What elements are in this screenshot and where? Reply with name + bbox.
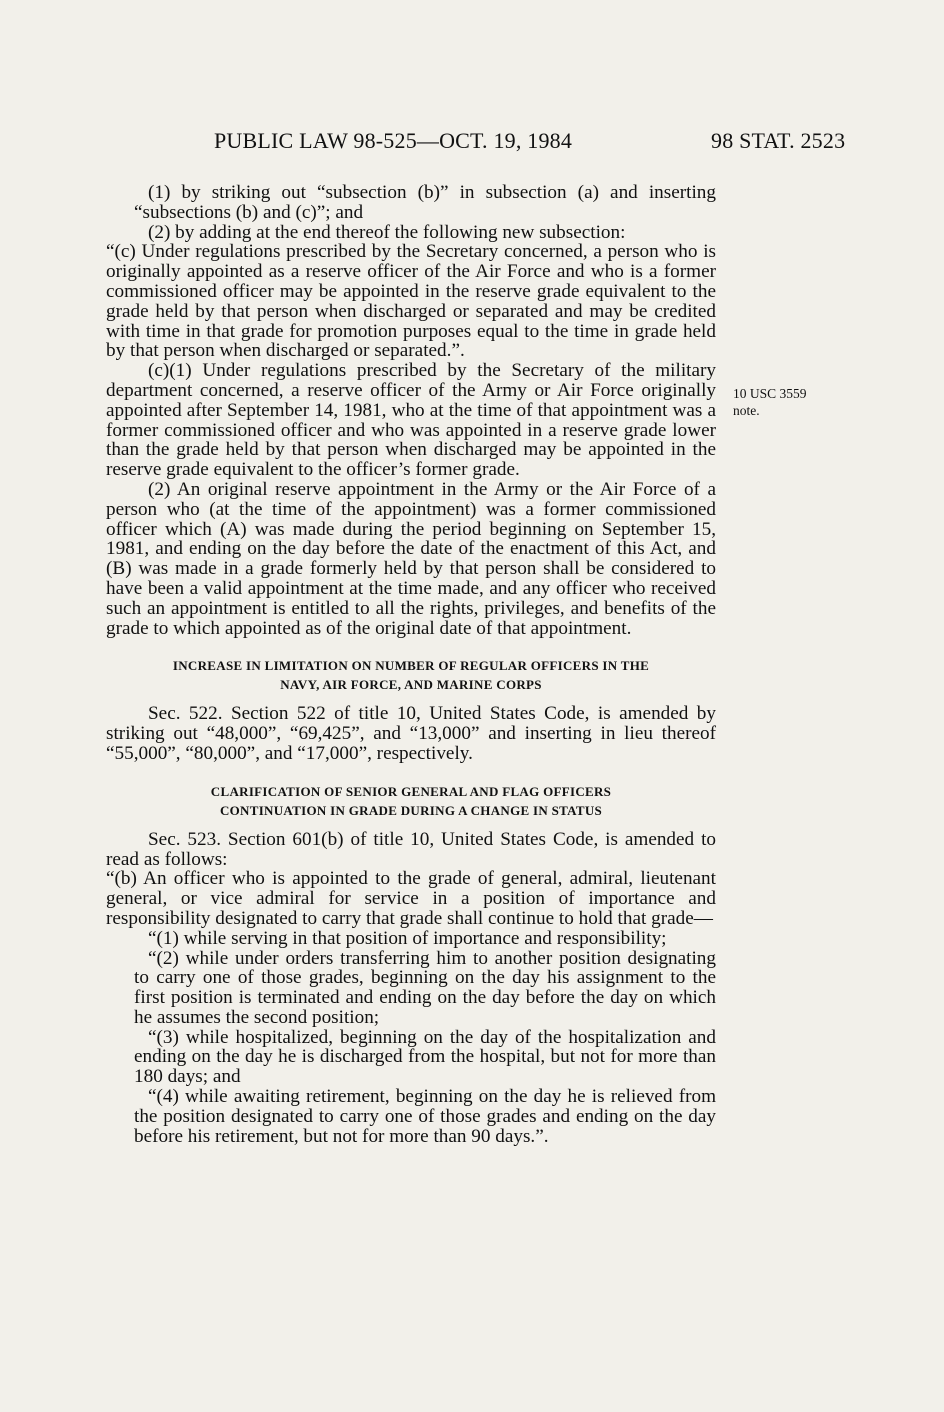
section-heading <box>106 656 716 694</box>
paragraph: “(4) while awaiting retirement, beginning on the day he is relieved from the position designated to carry one of those grades and ending on the day before his retirement, but not for more than 90 days.”. <box>134 1086 716 1147</box>
paragraph: “(2) while under orders transferring him to another position designating to carry one of those grades, beginning on the day his assignment to the first position is terminated and ending on the day before the day on which he assumes the second position; <box>134 947 716 1028</box>
page-header <box>0 128 944 160</box>
body-text <box>106 183 716 1146</box>
section-heading-line: INCREASE IN LIMITATION ON NUMBER OF REGULAR OFFICERS IN THE <box>172 658 650 674</box>
margin-note-line: 10 USC 3559 <box>733 386 807 401</box>
paragraph: “(c) Under regulations prescribed by the Secretary concerned, a person who is originally appointed as a reserve officer of the Air Force and who is a former commissioned officer may be appointed in the reserve grade equivalent to the grade held by that person when discharged or separated and may be credited with time in that grade for promotion purposes equal to the time in grade held by that person when discharged or separated.”. <box>106 241 716 362</box>
paragraph: (2) by adding at the end thereof the following new subsection: <box>148 221 626 243</box>
paragraph: Sec. 523. Section 601(b) of title 10, United States Code, is amended to read as follows: <box>106 828 716 870</box>
paragraph: “(3) while hospitalized, beginning on the day of the hospitalization and ending on the day he is discharged from the hospital, but not for more than 180 days; and <box>134 1026 716 1088</box>
stat-page-number: 98 STAT. 2523 <box>711 128 846 153</box>
paragraph: (c)(1) Under regulations prescribed by the Secretary of the military department concerned, a reserve officer of the Army or Air Force originally appointed after September 14, 1981, who at the time of that appointment was a former commissioned officer and who was appointed in a reserve grade lower than the grade held by that person when discharged may be appointed in the reserve grade equivalent to the officer’s former grade. <box>106 360 716 481</box>
running-title: PUBLIC LAW 98-525—OCT. 19, 1984 <box>214 128 573 153</box>
paragraph: (1) by striking out “subsection (b)” in subsection (a) and inserting “subsections (b) and (c)”; and <box>134 182 716 223</box>
margin-citation-note <box>733 385 843 419</box>
section-heading <box>106 782 716 820</box>
section-heading-line: CLARIFICATION OF SENIOR GENERAL AND FLAG OFFICERS <box>210 783 612 799</box>
paragraph: “(b) An officer who is appointed to the grade of general, admiral, lieutenant general, or vice admiral for service in a position of importance and responsibility designated to carry that grade shall continue to hold that grade— <box>106 868 716 929</box>
paragraph: Sec. 522. Section 522 of title 10, United States Code, is amended by striking out “48,000”, “69,425”, and “13,000” and inserting in lieu thereof “55,000”, “80,000”, and “17,000”, respectively. <box>106 703 716 764</box>
section-heading-line: NAVY, AIR FORCE, AND MARINE CORPS <box>280 677 542 693</box>
margin-note-line: note. <box>733 403 760 418</box>
paragraph: (2) An original reserve appointment in the Army or the Air Force of a person who (at the time of the appointment) was a former commissioned officer which (A) was made during the period beginning on September 15, 1981, and ending on the day before the date of the enactment of this Act, and (B) was made in a grade formerly held by that person shall be considered to have been a valid appointment at the time made, and any officer who received such an appointment is entitled to all the rights, privileges, and benefits of the grade to which appointed as of the original date of that appointment. <box>106 478 716 639</box>
section-heading-line: CONTINUATION IN GRADE DURING A CHANGE IN STATUS <box>219 802 603 818</box>
paragraph: “(1) while serving in that position of importance and responsibility; <box>148 927 667 949</box>
